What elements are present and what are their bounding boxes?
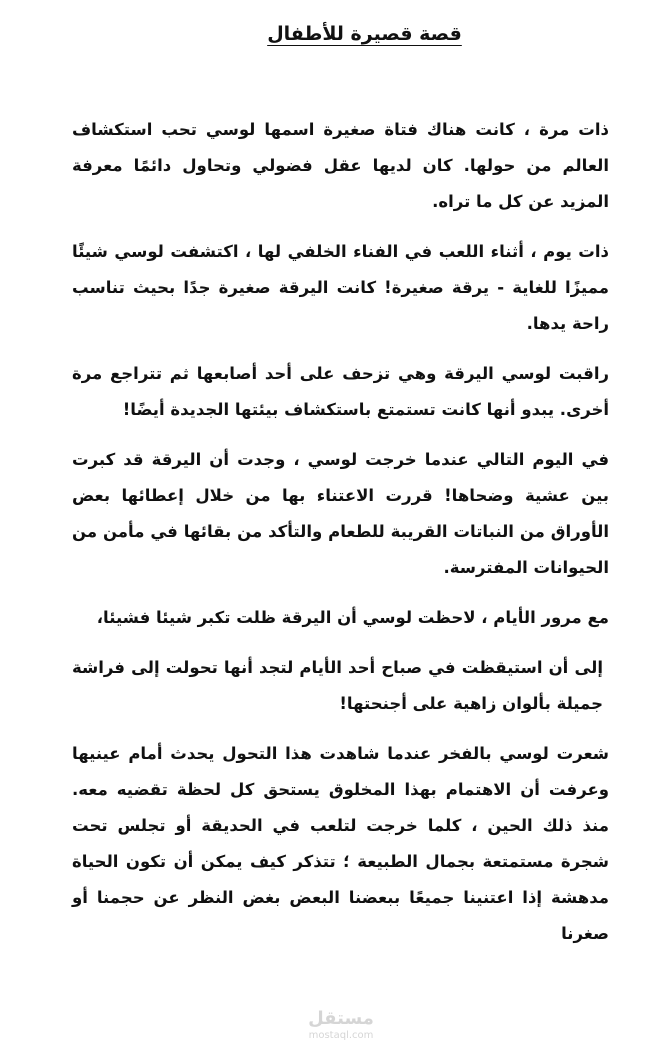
paragraph-4: في اليوم التالي عندما خرجت لوسي ، وجدت أن اليرقة قد كبرت بين عشية وضحاها! قررت الاعتناء بها من خلال إعطائها بعض الأوراق من النباتات القريبة للطعام والتأكد من بقائها في مأمن من الحيوانات المفترسة.: [72, 450, 609, 577]
story-body: [72, 112, 609, 952]
document-title: قصة قصيرة للأطفال: [267, 23, 462, 45]
paragraph-3: راقبت لوسي اليرقة وهي تزحف على أحد أصابعها ثم تتراجع مرة أخرى. يبدو أنها كانت تستمتع باستكشاف بيئتها الجديدة أيضًا!: [72, 364, 609, 419]
paragraph-2: ذات يوم ، أثناء اللعب في الفناء الخلفي لها ، اكتشفت لوسي شيئًا مميزًا للغاية - يرقة صغيرة! كانت اليرقة صغيرة جدًا بحيث تناسب راحة يدها.: [72, 242, 609, 333]
watermark-main-text: مستقل: [308, 1008, 374, 1029]
paragraph-7: شعرت لوسي بالفخر عندما شاهدت هذا التحول يحدث أمام عينيها وعرفت أن الاهتمام بهذا المخلوق يستحق كل لحظة تقضيه معه. منذ ذلك الحين ، كلما خرجت لتلعب في الحديقة أو تجلس تحت شجرة مستمتعة بجمال الطبيعة ؛ تتذكر كيف يمكن أن تكون الحياة مدهشة إذا اعتنينا جميعًا ببعضنا البعض بغض النظر عن حجمنا أو صغرنا: [72, 744, 609, 943]
paragraph-1: ذات مرة ، كانت هناك فتاة صغيرة اسمها لوسي تحب استكشاف العالم من حولها. كان لديها عقل فضولي وتحاول دائمًا معرفة المزيد عن كل ما تراه.: [72, 120, 609, 211]
watermark-sub-text: mostaql.com: [308, 1030, 374, 1041]
paragraph-5: مع مرور الأيام ، لاحظت لوسي أن اليرقة ظلت تكبر شيئا فشيئا،: [96, 608, 609, 627]
paragraph-6: إلى أن استيقظت في صباح أحد الأيام لتجد أنها تحولت إلى فراشة جميلة بألوان زاهية على أجنحتها!: [72, 658, 603, 713]
